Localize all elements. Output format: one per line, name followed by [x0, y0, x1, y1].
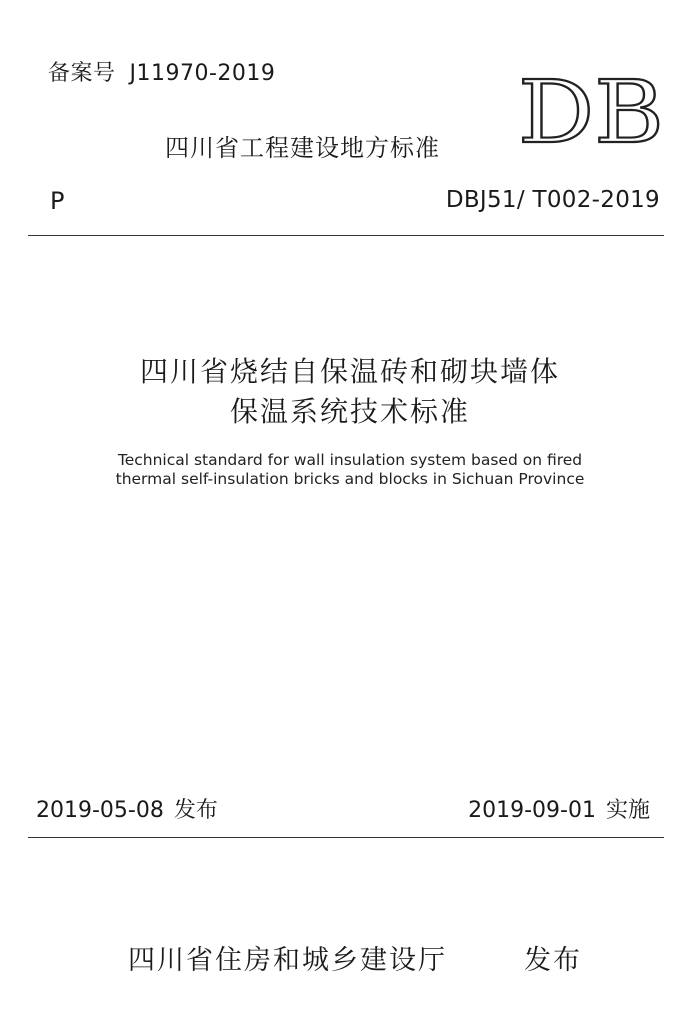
- title-zh-line1: 四川省烧结自保温砖和砌块墙体: [139, 355, 560, 388]
- filing-number: J11970-2019: [129, 61, 276, 86]
- issue-label: 发布: [524, 945, 582, 976]
- publish-label: 发布: [173, 798, 218, 823]
- top-divider: [28, 235, 664, 236]
- title-zh-line2: 保温系统技术标准: [229, 395, 470, 428]
- title-en-line1: Technical standard for wall insulation system based on fired: [117, 451, 583, 469]
- db-logo: [516, 72, 666, 152]
- standard-code: DBJ51/ T002-2019: [445, 187, 660, 213]
- db-logo-text: DB: [518, 72, 664, 152]
- issuing-authority: 四川省住房和城乡建设厅: [128, 945, 447, 976]
- publish-date-block: [36, 793, 218, 824]
- bottom-divider: [28, 837, 664, 838]
- effective-date: 2019-09-01: [468, 798, 596, 823]
- title-en-line2: thermal self-insulation bricks and blocks in Sichuan Province: [115, 470, 585, 488]
- filing-record: [48, 56, 275, 87]
- effective-label: 实施: [605, 798, 650, 823]
- classification-code: P: [50, 187, 65, 215]
- filing-label: 备案号: [48, 61, 116, 86]
- standard-series: 四川省工程建设地方标准: [165, 134, 440, 162]
- publish-date: 2019-05-08: [36, 798, 164, 823]
- effective-date-block: [468, 793, 650, 824]
